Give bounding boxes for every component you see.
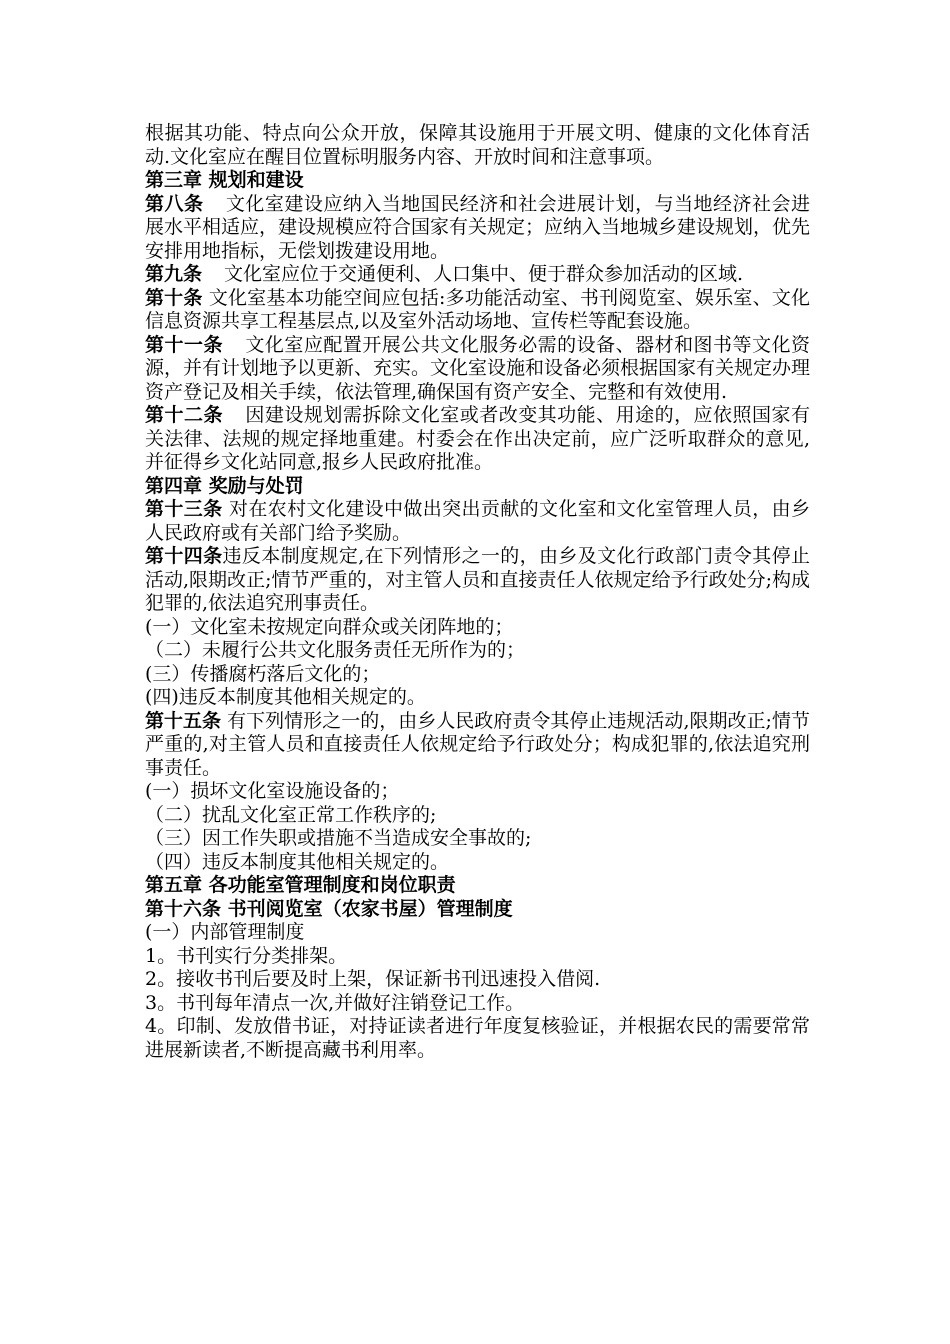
paragraph: 根据其功能、特点向公众开放，保障其设施用于开展文明、健康的文化体育活动.文化室应在醒目位置标明服务内容、开放时间和注意事项。 xyxy=(145,122,810,168)
list-item: 3。书刊每年清点一次,并做好注销登记工作。 xyxy=(145,991,525,1014)
article-paragraph: 第十三条 对在农村文化建设中做出突出贡献的文化室和文化室管理人员，由乡人民政府或有关部门给予奖励。 xyxy=(145,498,810,544)
list-item: （四）违反本制度其他相关规定的。 xyxy=(145,850,450,873)
chapter-heading: 第五章 各功能室管理制度和岗位职责 xyxy=(145,874,456,896)
list-item: （二）扰乱文化室正常工作秩序的; xyxy=(145,803,437,826)
list-item: 4。印制、发放借书证，对持证读者进行年度复核验证，并根据农民的需要常常进展新读者,不断提高藏书利用率。 xyxy=(145,1015,810,1061)
list-item: 1。书刊实行分类排架。 xyxy=(145,944,348,967)
article-paragraph: 第十条 文化室基本功能空间应包括:多功能活动室、书刊阅览室、娱乐室、文化信息资源共享工程基层点,以及室外活动场地、宣传栏等配套设施。 xyxy=(145,286,810,332)
article-paragraph: 第八条 文化室建设应纳入当地国民经济和社会进展计划，与当地经济社会进展水平相适应，建设规模应符合国家有关规定；应纳入当地城乡建设规划，优先安排用地指标，无偿划拨建设用地。 xyxy=(145,192,811,262)
list-item: （二）未履行公共文化服务责任无所作为的； xyxy=(145,639,526,661)
document-page xyxy=(145,122,810,1062)
article-label: 第十四条 xyxy=(145,545,223,567)
article-label: 第十一条 xyxy=(145,333,223,356)
article-label: 第十条 xyxy=(145,286,203,309)
article-label: 第十五条 xyxy=(145,709,222,732)
list-item: (三）传播腐朽落后文化的； xyxy=(145,662,381,685)
article-label: 第十三条 xyxy=(145,498,223,520)
article-paragraph: 第十五条 有下列情形之一的，由乡人民政府责令其停止违规活动,限期改正;情节严重的,对主管人员和直接责任人依规定给予行政处分；构成犯罪的,依法追究刑事责任。 xyxy=(145,709,810,779)
article-paragraph: 第十二条 因建设规划需拆除文化室或者改变其功能、用途的，应依照国家有关法律、法规的规定择地重建。村委会在作出决定前，应广泛听取群众的意见,并征得乡文化站同意,报乡人民政府批准。 xyxy=(145,404,810,473)
chapter-heading: 第四章 奖励与处罚 xyxy=(145,474,304,497)
list-item: （三）因工作失职或措施不当造成安全事故的; xyxy=(145,827,532,849)
article-paragraph: 第十四条违反本制度规定,在下列情形之一的，由乡及文化行政部门责令其停止活动,限期改正;情节严重的，对主管人员和直接责任人依规定给予行政处分;构成犯罪的,依法追究刑事责任。 xyxy=(145,545,810,614)
list-item: (一）损坏文化室设施设备的； xyxy=(145,780,400,802)
article-paragraph: 第九条 文化室应位于交通便利、人口集中、便于群众参加活动的区域. xyxy=(145,263,744,285)
article-label: 第八条 xyxy=(145,192,204,215)
list-item: (四)违反本制度其他相关规定的。 xyxy=(145,686,426,708)
chapter-heading: 第三章 规划和建设 xyxy=(145,169,304,191)
article-label: 第九条 xyxy=(145,263,203,285)
article-label: 第十二条 xyxy=(145,404,223,426)
article-heading: 第十六条 书刊阅览室（农家书屋）管理制度 xyxy=(145,897,513,920)
list-item: 2。接收书刊后要及时上架，保证新书刊迅速投入借阅. xyxy=(145,968,601,990)
list-item: (一）内部管理制度 xyxy=(145,921,305,943)
document-body xyxy=(145,122,810,1062)
article-paragraph: 第十一条 文化室应配置开展公共文化服务必需的设备、器材和图书等文化资源，并有计划地予以更新、充实。文化室设施和设备必须根据国家有关规定办理资产登记及相关手续，依法管理,确保国有资产安全、完整和有效使用. xyxy=(145,333,811,403)
list-item: (一）文化室未按规定向群众或关闭阵地的； xyxy=(145,615,514,638)
